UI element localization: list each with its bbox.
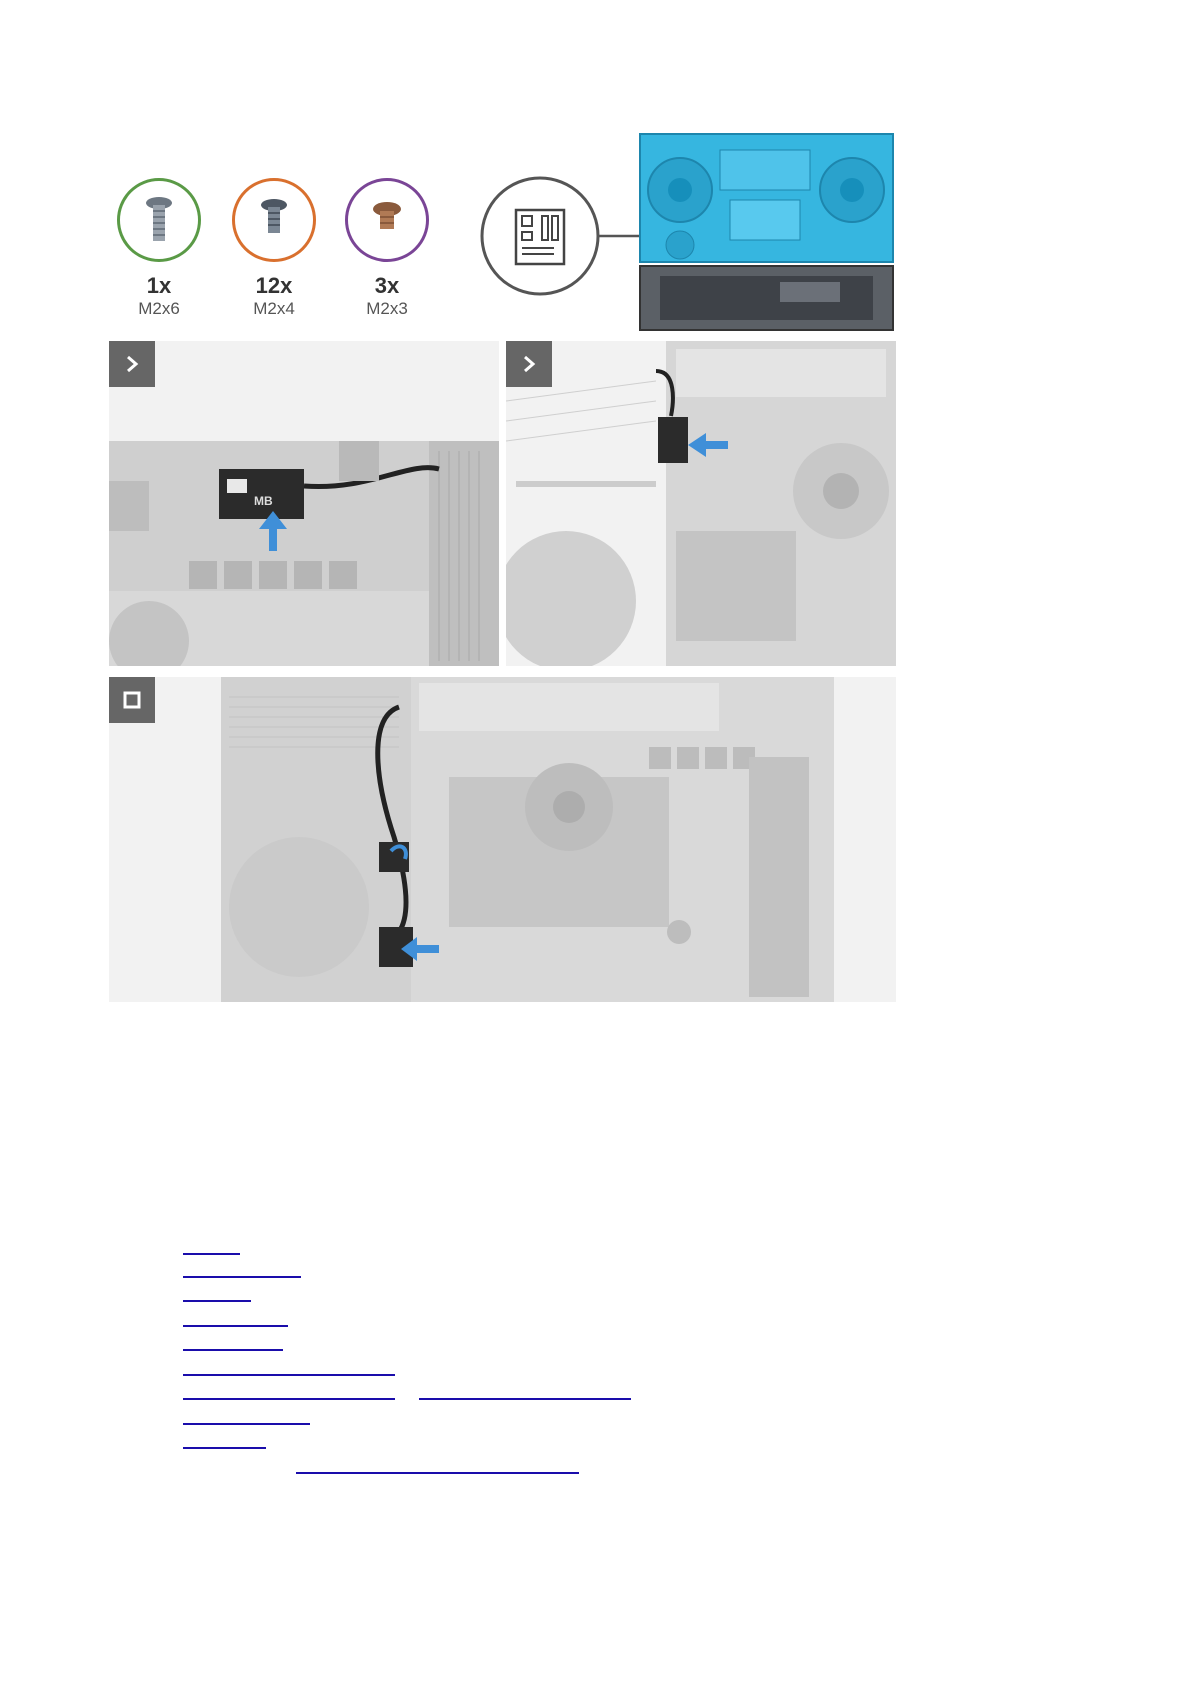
related-link[interactable] [183,1398,395,1400]
chevron-right-icon [122,354,142,374]
related-link[interactable] [296,1472,579,1474]
screw-size-m2x3: M2x3 [366,299,408,318]
board-label: MB [254,494,273,508]
related-link[interactable] [419,1398,631,1400]
screw-count-m2x6: 1x [146,273,172,298]
related-link[interactable] [183,1447,266,1449]
step-3-illustration [109,677,896,1002]
step-3-panel [109,677,896,1002]
screw-icon [348,181,426,259]
related-link[interactable] [183,1300,251,1302]
step-2-badge [506,341,552,387]
step-1-panel [109,341,499,666]
step-2-panel [506,341,896,666]
related-link[interactable] [183,1253,240,1255]
related-link[interactable] [183,1349,283,1351]
chevron-right-icon [519,354,539,374]
screw-count-m2x3: 3x [374,273,400,298]
step-2-illustration [506,341,896,666]
battery-outline [640,266,893,330]
related-link[interactable] [183,1276,301,1278]
step-1-badge [109,341,155,387]
motherboard-highlight [640,134,893,262]
screw-size-m2x6: M2x6 [138,299,180,318]
screw-icon [235,181,313,259]
step-3-badge [109,677,155,723]
screw-circle-m2x4 [232,178,316,262]
motherboard-icon [482,178,598,294]
related-link[interactable] [183,1423,310,1425]
step-1-illustration [109,341,499,666]
screw-icon [120,181,198,259]
screw-circle-m2x6 [117,178,201,262]
square-stop-icon [122,690,142,710]
related-link[interactable] [183,1374,395,1376]
screw-count-m2x4: 12x [255,273,293,298]
screw-circle-m2x3 [345,178,429,262]
screw-size-m2x4: M2x4 [253,299,295,318]
related-link[interactable] [183,1325,288,1327]
motherboard-overview [480,130,900,335]
